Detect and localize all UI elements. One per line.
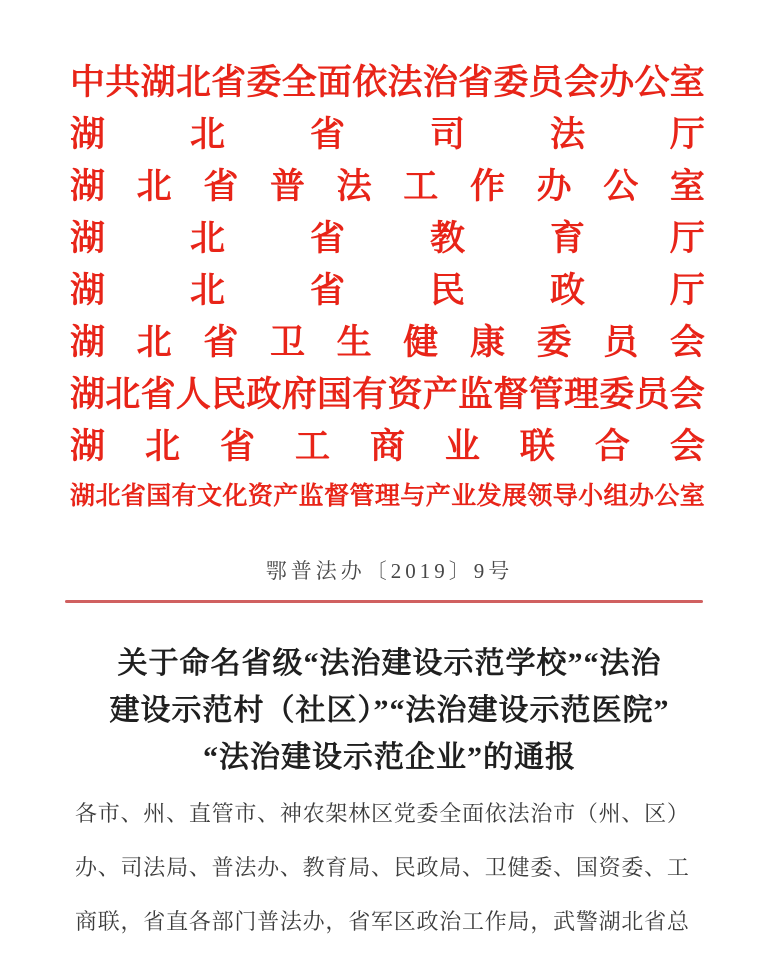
char: 中	[70, 63, 106, 102]
char: 人	[175, 375, 211, 414]
char: 委	[416, 800, 439, 826]
letterhead-org-line-5	[70, 314, 705, 366]
char: 区	[370, 800, 393, 826]
letterhead-org-line-0	[70, 54, 705, 106]
char: 联	[519, 427, 555, 466]
char: 工	[462, 908, 485, 934]
char: ，	[325, 908, 348, 934]
char: 省	[309, 271, 345, 310]
char: 、	[644, 854, 667, 880]
char: 业	[444, 427, 480, 466]
char: 省	[309, 115, 345, 154]
char: 北	[136, 323, 172, 362]
char: 督	[324, 483, 350, 510]
document-body	[75, 785, 689, 947]
char: 委	[599, 375, 635, 414]
char: 委	[246, 63, 282, 102]
char: 北	[175, 63, 211, 102]
letterhead-org-line-6	[70, 366, 705, 418]
char: 育	[549, 219, 585, 258]
char: 健	[507, 854, 530, 880]
char: 卫	[269, 323, 305, 362]
char: 治	[439, 908, 462, 934]
char: 公	[654, 483, 680, 510]
char: 局	[507, 908, 530, 934]
char: 、	[462, 854, 485, 880]
char: 联	[97, 908, 120, 934]
char: 法	[143, 854, 166, 880]
char: 有	[352, 375, 388, 414]
body-line-1	[75, 839, 689, 893]
char: 共	[105, 63, 141, 102]
char: 委	[493, 63, 529, 102]
char: 面	[316, 63, 352, 102]
char: 会	[563, 63, 599, 102]
body-line-2	[75, 893, 689, 947]
char: 资	[247, 483, 273, 510]
char: 北	[621, 908, 644, 934]
char: 省	[143, 908, 166, 934]
red-letterhead-block	[70, 54, 705, 518]
char: 省	[458, 63, 494, 102]
char: 湖	[70, 167, 106, 206]
char: 办	[75, 854, 98, 880]
char: 依	[484, 800, 507, 826]
char: 管	[211, 800, 234, 826]
char: 司	[120, 854, 143, 880]
char: 北	[144, 427, 180, 466]
char: 工	[403, 167, 439, 206]
char: 省	[140, 375, 176, 414]
char: 、	[166, 800, 189, 826]
char: 、	[370, 854, 393, 880]
char: 农	[302, 800, 325, 826]
char: 直	[166, 908, 189, 934]
char: 省	[120, 483, 146, 510]
char: 军	[370, 908, 393, 934]
char: 与	[400, 483, 426, 510]
char: 合	[594, 427, 630, 466]
title-line-0: 关于命名省级“法治建设示范学校”“法治	[117, 647, 662, 680]
char: 州	[143, 800, 166, 826]
char: （	[575, 800, 598, 826]
char: 州	[598, 800, 621, 826]
char: 局	[166, 854, 189, 880]
char: 会	[669, 323, 705, 362]
char: 管	[528, 375, 564, 414]
char: 各	[75, 800, 98, 826]
title-line-2: “法治建设示范企业”的通报	[203, 741, 576, 774]
char: 府	[281, 375, 317, 414]
char: ）	[666, 800, 689, 826]
char: 监	[458, 375, 494, 414]
char: 法	[279, 908, 302, 934]
char: 教	[429, 219, 465, 258]
char: 湖	[70, 483, 96, 510]
document-title	[0, 640, 779, 781]
char: ，	[120, 908, 143, 934]
char: 有	[171, 483, 197, 510]
char: 党	[393, 800, 416, 826]
letterhead-org-line-3	[70, 210, 705, 262]
char: 、	[188, 854, 211, 880]
char: 政	[416, 854, 439, 880]
char: 神	[279, 800, 302, 826]
char: 区	[393, 908, 416, 934]
char: 湖	[70, 323, 106, 362]
char: 管	[349, 483, 375, 510]
char: 康	[469, 323, 505, 362]
char: 办	[628, 483, 654, 510]
char: 委	[530, 854, 553, 880]
char: 厅	[669, 219, 705, 258]
char: 、	[621, 800, 644, 826]
char: 省	[203, 323, 239, 362]
char: 面	[462, 800, 485, 826]
char: 市	[97, 800, 120, 826]
char: 领	[527, 483, 553, 510]
char: 产	[273, 483, 299, 510]
char: 北	[136, 167, 172, 206]
char: 化	[222, 483, 248, 510]
char: 产	[422, 375, 458, 414]
char: 展	[501, 483, 527, 510]
char: 、	[257, 800, 280, 826]
char: 理	[563, 375, 599, 414]
char: 文	[197, 483, 223, 510]
char: 市	[234, 800, 257, 826]
char: 司	[429, 115, 465, 154]
char: 法	[336, 167, 372, 206]
char: 架	[325, 800, 348, 826]
char: 湖	[70, 271, 106, 310]
char: 厅	[669, 115, 705, 154]
char: 湖	[70, 427, 106, 466]
char: 治	[422, 63, 458, 102]
char: 室	[669, 63, 705, 102]
char: 北	[189, 115, 225, 154]
char: 区	[644, 800, 667, 826]
char: 办	[536, 167, 572, 206]
char: 员	[634, 375, 670, 414]
char: 湖	[598, 908, 621, 934]
char: 商	[75, 908, 98, 934]
char: 育	[325, 854, 348, 880]
char: 依	[352, 63, 388, 102]
char: 部	[211, 908, 234, 934]
char: 作	[484, 908, 507, 934]
char: 委	[536, 323, 572, 362]
char: 员	[603, 323, 639, 362]
char: 公	[634, 63, 670, 102]
body-line-0	[75, 785, 689, 839]
char: 组	[603, 483, 629, 510]
char: 民	[393, 854, 416, 880]
letterhead-org-line-2	[70, 158, 705, 210]
char: 普	[211, 854, 234, 880]
char: 政	[416, 908, 439, 934]
char: 办	[257, 854, 280, 880]
char: 省	[644, 908, 667, 934]
char: 国	[575, 854, 598, 880]
char: 国	[316, 375, 352, 414]
char: 、	[120, 800, 143, 826]
char: 生	[336, 323, 372, 362]
char: 公	[603, 167, 639, 206]
letterhead-org-line-7	[70, 418, 705, 470]
char: 办	[302, 908, 325, 934]
char: 省	[203, 167, 239, 206]
char: 资	[387, 375, 423, 414]
char: 产	[425, 483, 451, 510]
char: 湖	[70, 115, 106, 154]
char: 普	[269, 167, 305, 206]
char: 省	[219, 427, 255, 466]
char: 北	[105, 375, 141, 414]
char: 厅	[669, 271, 705, 310]
char: 作	[469, 167, 505, 206]
char: 林	[348, 800, 371, 826]
char: 会	[669, 427, 705, 466]
char: 省	[211, 63, 247, 102]
char: 政	[246, 375, 282, 414]
char: 法	[234, 854, 257, 880]
letterhead-org-line-1	[70, 106, 705, 158]
char: 会	[669, 375, 705, 414]
char: 法	[387, 63, 423, 102]
char: 武	[553, 908, 576, 934]
char: 各	[188, 908, 211, 934]
char: 监	[298, 483, 324, 510]
char: 北	[189, 271, 225, 310]
char: 商	[369, 427, 405, 466]
char: 室	[669, 167, 705, 206]
char: 湖	[140, 63, 176, 102]
char: 北	[189, 219, 225, 258]
char: 门	[234, 908, 257, 934]
char: 工	[294, 427, 330, 466]
char: 全	[281, 63, 317, 102]
char: 、	[553, 854, 576, 880]
char: ，	[530, 908, 553, 934]
char: 局	[439, 854, 462, 880]
char: 局	[348, 854, 371, 880]
char: 理	[374, 483, 400, 510]
char: 法	[549, 115, 585, 154]
char: 省	[309, 219, 345, 258]
char: 普	[257, 908, 280, 934]
char: 民	[429, 271, 465, 310]
char: 治	[530, 800, 553, 826]
char: 法	[507, 800, 530, 826]
char: 业	[451, 483, 477, 510]
char: 导	[552, 483, 578, 510]
char: 、	[97, 854, 120, 880]
char: 小	[578, 483, 604, 510]
char: 总	[666, 908, 689, 934]
char: 政	[549, 271, 585, 310]
char: 直	[188, 800, 211, 826]
char: 员	[528, 63, 564, 102]
red-separator-line	[65, 600, 703, 603]
document-number: 鄂普法办〔2019〕9号	[265, 559, 514, 583]
char: 民	[211, 375, 247, 414]
char: 警	[575, 908, 598, 934]
char: 委	[621, 854, 644, 880]
char: 发	[476, 483, 502, 510]
char: 教	[302, 854, 325, 880]
char: 、	[279, 854, 302, 880]
char: 健	[403, 323, 439, 362]
char: 卫	[484, 854, 507, 880]
char: 资	[598, 854, 621, 880]
char: 全	[439, 800, 462, 826]
char: 室	[679, 483, 705, 510]
char: 市	[553, 800, 576, 826]
title-line-1: 建设示范村（社区）”“法治建设示范医院”	[109, 694, 670, 727]
char: 工	[666, 854, 689, 880]
char: 省	[348, 908, 371, 934]
char: 办	[599, 63, 635, 102]
letterhead-org-line-8	[70, 470, 705, 518]
char: 湖	[70, 375, 106, 414]
char: 国	[146, 483, 172, 510]
char: 北	[95, 483, 121, 510]
char: 督	[493, 375, 529, 414]
letterhead-org-line-4	[70, 262, 705, 314]
char: 湖	[70, 219, 106, 258]
